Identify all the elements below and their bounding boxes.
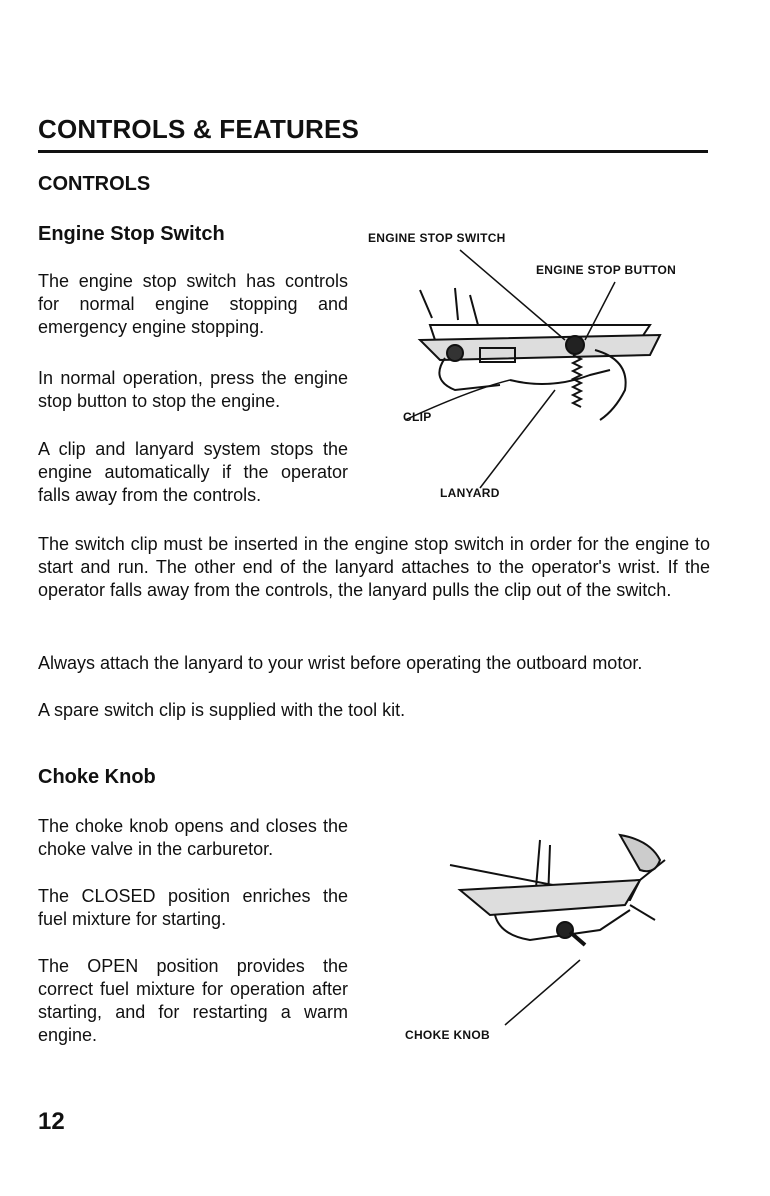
engine-stop-switch-label: ENGINE STOP SWITCH xyxy=(368,231,506,245)
choke-knob-label: CHOKE KNOB xyxy=(405,1028,491,1042)
engine-stop-button-label: ENGINE STOP BUTTON xyxy=(536,263,677,277)
lanyard-warning-paragraph: Always attach the lanyard to your wrist before operating the outboard motor. xyxy=(38,653,643,673)
clip-label: CLIP xyxy=(403,410,432,424)
engine-stop-switch-heading: Engine Stop Switch xyxy=(38,223,225,245)
engine-stop-paragraph-3: A clip and lanyard system stops the engine automatically if the operator falls away from the controls. xyxy=(38,439,348,505)
choke-paragraph-1: The choke knob opens and closes the choke valve in the carburetor. xyxy=(38,816,348,859)
choke-paragraph-3: The OPEN position provides the correct fuel mixture for operation after starting, and for restarting a warm engine. xyxy=(38,956,348,1045)
spare-clip-paragraph: A spare switch clip is supplied with the tool kit. xyxy=(38,700,406,720)
section-title: CONTROLS xyxy=(38,173,151,195)
title-rule xyxy=(38,150,708,153)
page-number: 12 xyxy=(38,1108,65,1135)
engine-stop-paragraph-2: In normal operation, press the engine stop button to stop the engine. xyxy=(38,368,348,411)
lanyard-label: LANYARD xyxy=(440,486,500,500)
choke-knob-illustration xyxy=(400,820,700,1030)
page-title: CONTROLS & FEATURES xyxy=(38,114,360,144)
engine-stop-switch-illustration xyxy=(360,240,710,500)
choke-paragraph-2: The CLOSED position enriches the fuel mixture for starting. xyxy=(38,886,348,929)
switch-clip-paragraph: The switch clip must be inserted in the engine stop switch in order for the engine to start and run. The other end of the lanyard attaches to the operator's wrist. If the operator falls away from the controls, the lanyard pulls the clip out of the switch. xyxy=(38,534,710,600)
engine-stop-paragraph-1: The engine stop switch has controls for normal engine stopping and emergency engine stopping. xyxy=(38,271,348,337)
choke-knob-heading: Choke Knob xyxy=(38,766,156,788)
